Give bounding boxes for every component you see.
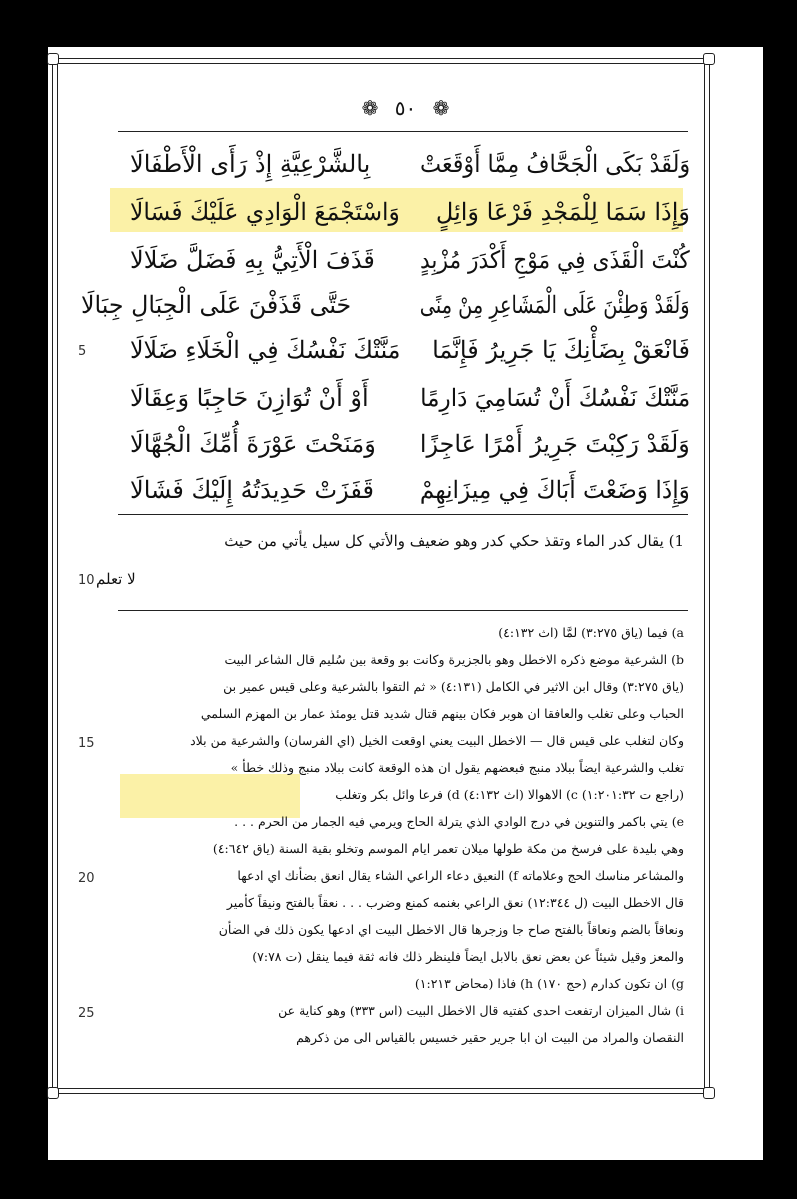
verse-hemistich-second: مَنَّتْكَ نَفْسُكَ فِي الْخَلَاءِ ضَلَالَا xyxy=(130,336,401,364)
verse-line xyxy=(130,470,690,510)
corner-ornament xyxy=(47,53,59,65)
verse-hemistich-first: فَانْعَقْ بِضَأْنِكَ يَا جَرِيرُ فَإِنَّمَا xyxy=(432,336,690,364)
main-footnote-line: لا تعلم xyxy=(96,570,136,588)
verse-hemistich-second: قَذَفَ الْأَتِيُّ بِهِ فَضَلَّ ضَلَالَا xyxy=(130,246,375,274)
apparatus-line: g) ان تكون كدارم (حج ١٧٠) h) فاذا (محاض ١:٢١٣) xyxy=(414,976,684,991)
verse-line xyxy=(130,240,690,280)
verse-hemistich-first: مَنَّتْكَ نَفْسُكَ أَنْ تُسَامِيَ دَارِمًا xyxy=(419,384,690,412)
apparatus-line: تغلب والشرعية ايضاً ببلاد منبج فبعضهم يقول ان هذه الوقعة كانت ببلاد منبج وذلك خطأ » xyxy=(230,760,684,775)
verse-hemistich-first: كُنْتَ الْقَذَى فِي مَوْجِ أَكْدَرَ مُزْبِدٍ xyxy=(420,246,690,274)
verse-hemistich-first: وَإِذَا وَضَعْتَ أَبَاكَ فِي مِيزَانِهِمْ xyxy=(420,476,690,504)
apparatus-line: ونعاقاً بالضم ونعاقاً بالفتح صاح جا وزجرها قال الاخطل البيت اي ادعها يكون ذلك في الضأن xyxy=(218,922,684,937)
apparatus-line: i) شال الميزان ارتفعت احدى كفتيه قال الاخطل البيت (اس ٣٣٣) وهو كناية عن xyxy=(278,1003,684,1018)
apparatus-line: e) يتي باكمر والتنوين في درج الوادي الذي يترلة الحاج ويرمي فيه الجمار من الحرم . . . xyxy=(234,814,684,829)
apparatus-rule xyxy=(118,610,688,611)
main-footnote-line: 1) يقال كدر الماء وتقذ حكي كدر وهو ضعيف والأتي كل سيل يأتي من حيث xyxy=(224,532,684,550)
corner-ornament xyxy=(703,1087,715,1099)
verse-line xyxy=(130,330,690,370)
apparatus-line: وكان لتغلب على قيس قال — الاخطل البيت يعني اوقعت الخيل (اي الفرسان) والشرعية من بلاد xyxy=(190,733,684,748)
header-rule xyxy=(118,131,688,132)
line-number: 5 xyxy=(78,344,87,359)
verse-line xyxy=(81,285,690,325)
page-header xyxy=(48,96,763,120)
line-number: 20 xyxy=(78,871,95,886)
highlight-footnote-d xyxy=(120,774,300,818)
header-ornament-icon: ❁ xyxy=(432,96,450,120)
verse-hemistich-first: وَلَقَدْ رَكِبْتَ جَرِيرُ أَمْرًا عَاجِزًا xyxy=(420,430,690,458)
verse-line xyxy=(130,192,690,232)
line-number: 15 xyxy=(78,736,95,751)
apparatus-line: b) الشرعية موضع ذكره الاخطل وهو بالجزيرة وكانت بو وقعة بين سُليم قال الشاعر البيت xyxy=(224,652,684,667)
apparatus-line: النقصان والمراد من البيت ان ابا جرير حقير خسيس بالقياس الى من ذكرهم xyxy=(296,1030,684,1045)
verse-hemistich-second: حَتَّى قَذَفْنَ عَلَى الْجِبَالِ جِبَالَا xyxy=(81,291,352,319)
page-number: ٥٠ xyxy=(394,96,417,120)
verse-line xyxy=(130,378,690,418)
corner-ornament xyxy=(47,1087,59,1099)
header-ornament-icon: ❁ xyxy=(361,96,379,120)
verse-hemistich-second: بِالشَّرْعِيَّةِ إِذْ رَأَى الْأَطْفَالَا xyxy=(130,150,371,178)
verse-line xyxy=(130,424,690,464)
corner-ornament xyxy=(703,53,715,65)
apparatus-line: والمعز وقيل شيئاً عن بعض نعق بالابل ايضاً فلينظر ذلك فانه ثقة فيما ينقل (ت ٧:٧٨) xyxy=(252,949,684,964)
verse-hemistich-second: وَاسْتَجْمَعَ الْوَادِي عَلَيْكَ فَسَالَا xyxy=(130,198,400,226)
verses-rule xyxy=(118,514,688,515)
verse-line xyxy=(130,144,690,184)
verse-hemistich-first: وَلَقَدْ وَطِئْنَ عَلَى الْمَشَاعِرِ مِنْ مِنًى xyxy=(420,291,690,319)
apparatus-line: قال الاخطل البيت (ل ١٢:٣٤٤) نعق الراعي بغنمه كمنع وضرب . . . نعقاً بالفتح ونيقاً كأمير xyxy=(226,895,684,910)
apparatus-line: وهي بليدة على فرسخ من مكة طولها ميلان تعمر ايام الموسم وتخلو بقية السنة (ياق ٤:٦٤٢) xyxy=(212,841,684,856)
verse-hemistich-first: وَإِذَا سَمَا لِلْمَجْدِ فَرْعَا وَائِلٍ xyxy=(435,198,690,226)
apparatus-line: (ياق ٣:٢٧٥) وقال ابن الاثير في الكامل (٤:١٣١) « ثم التقوا بالشرعية وعلى قيس عمير بن xyxy=(223,679,684,694)
verse-hemistich-first: وَلَقَدْ بَكَى الْجَحَّافُ مِمَّا أَوْقَعَتْ xyxy=(419,150,690,178)
apparatus-line: الحباب وعلى تغلب والعافقا ان هوبر فكان بينهم قتال شديد قتل يومئذ عمار بن المهزم السلمي xyxy=(200,706,684,721)
apparatus-line: a) فيما (ياق ٣:٢٧٥) لمَّا (اث ٤:١٣٢) xyxy=(498,625,684,640)
verse-hemistich-second: وَمَنَحْتَ عَوْرَةَ أُمِّكَ الْجُهَّالَا xyxy=(130,430,376,458)
verse-hemistich-second: أَوْ أَنْ تُوَازِنَ حَاجِبًا وَعِقَالَا xyxy=(130,384,369,412)
apparatus-line: والمشاعر مناسك الحج وعلاماته f) النعيق دعاء الراعي الشاء يقال انعق بضأنك اي ادعها xyxy=(237,868,684,883)
line-number: 25 xyxy=(78,1006,95,1021)
line-number: 10 xyxy=(78,573,95,588)
apparatus-line: (راجع ت ١:٢٠١:٣٢) c) الاهوالا (اث ٤:١٣٢) d) فرعا وائل بكر وتغلب xyxy=(335,787,684,802)
verse-hemistich-second: قَفَزَتْ حَدِيدَتُهُ إِلَيْكَ فَشَالَا xyxy=(130,476,374,504)
